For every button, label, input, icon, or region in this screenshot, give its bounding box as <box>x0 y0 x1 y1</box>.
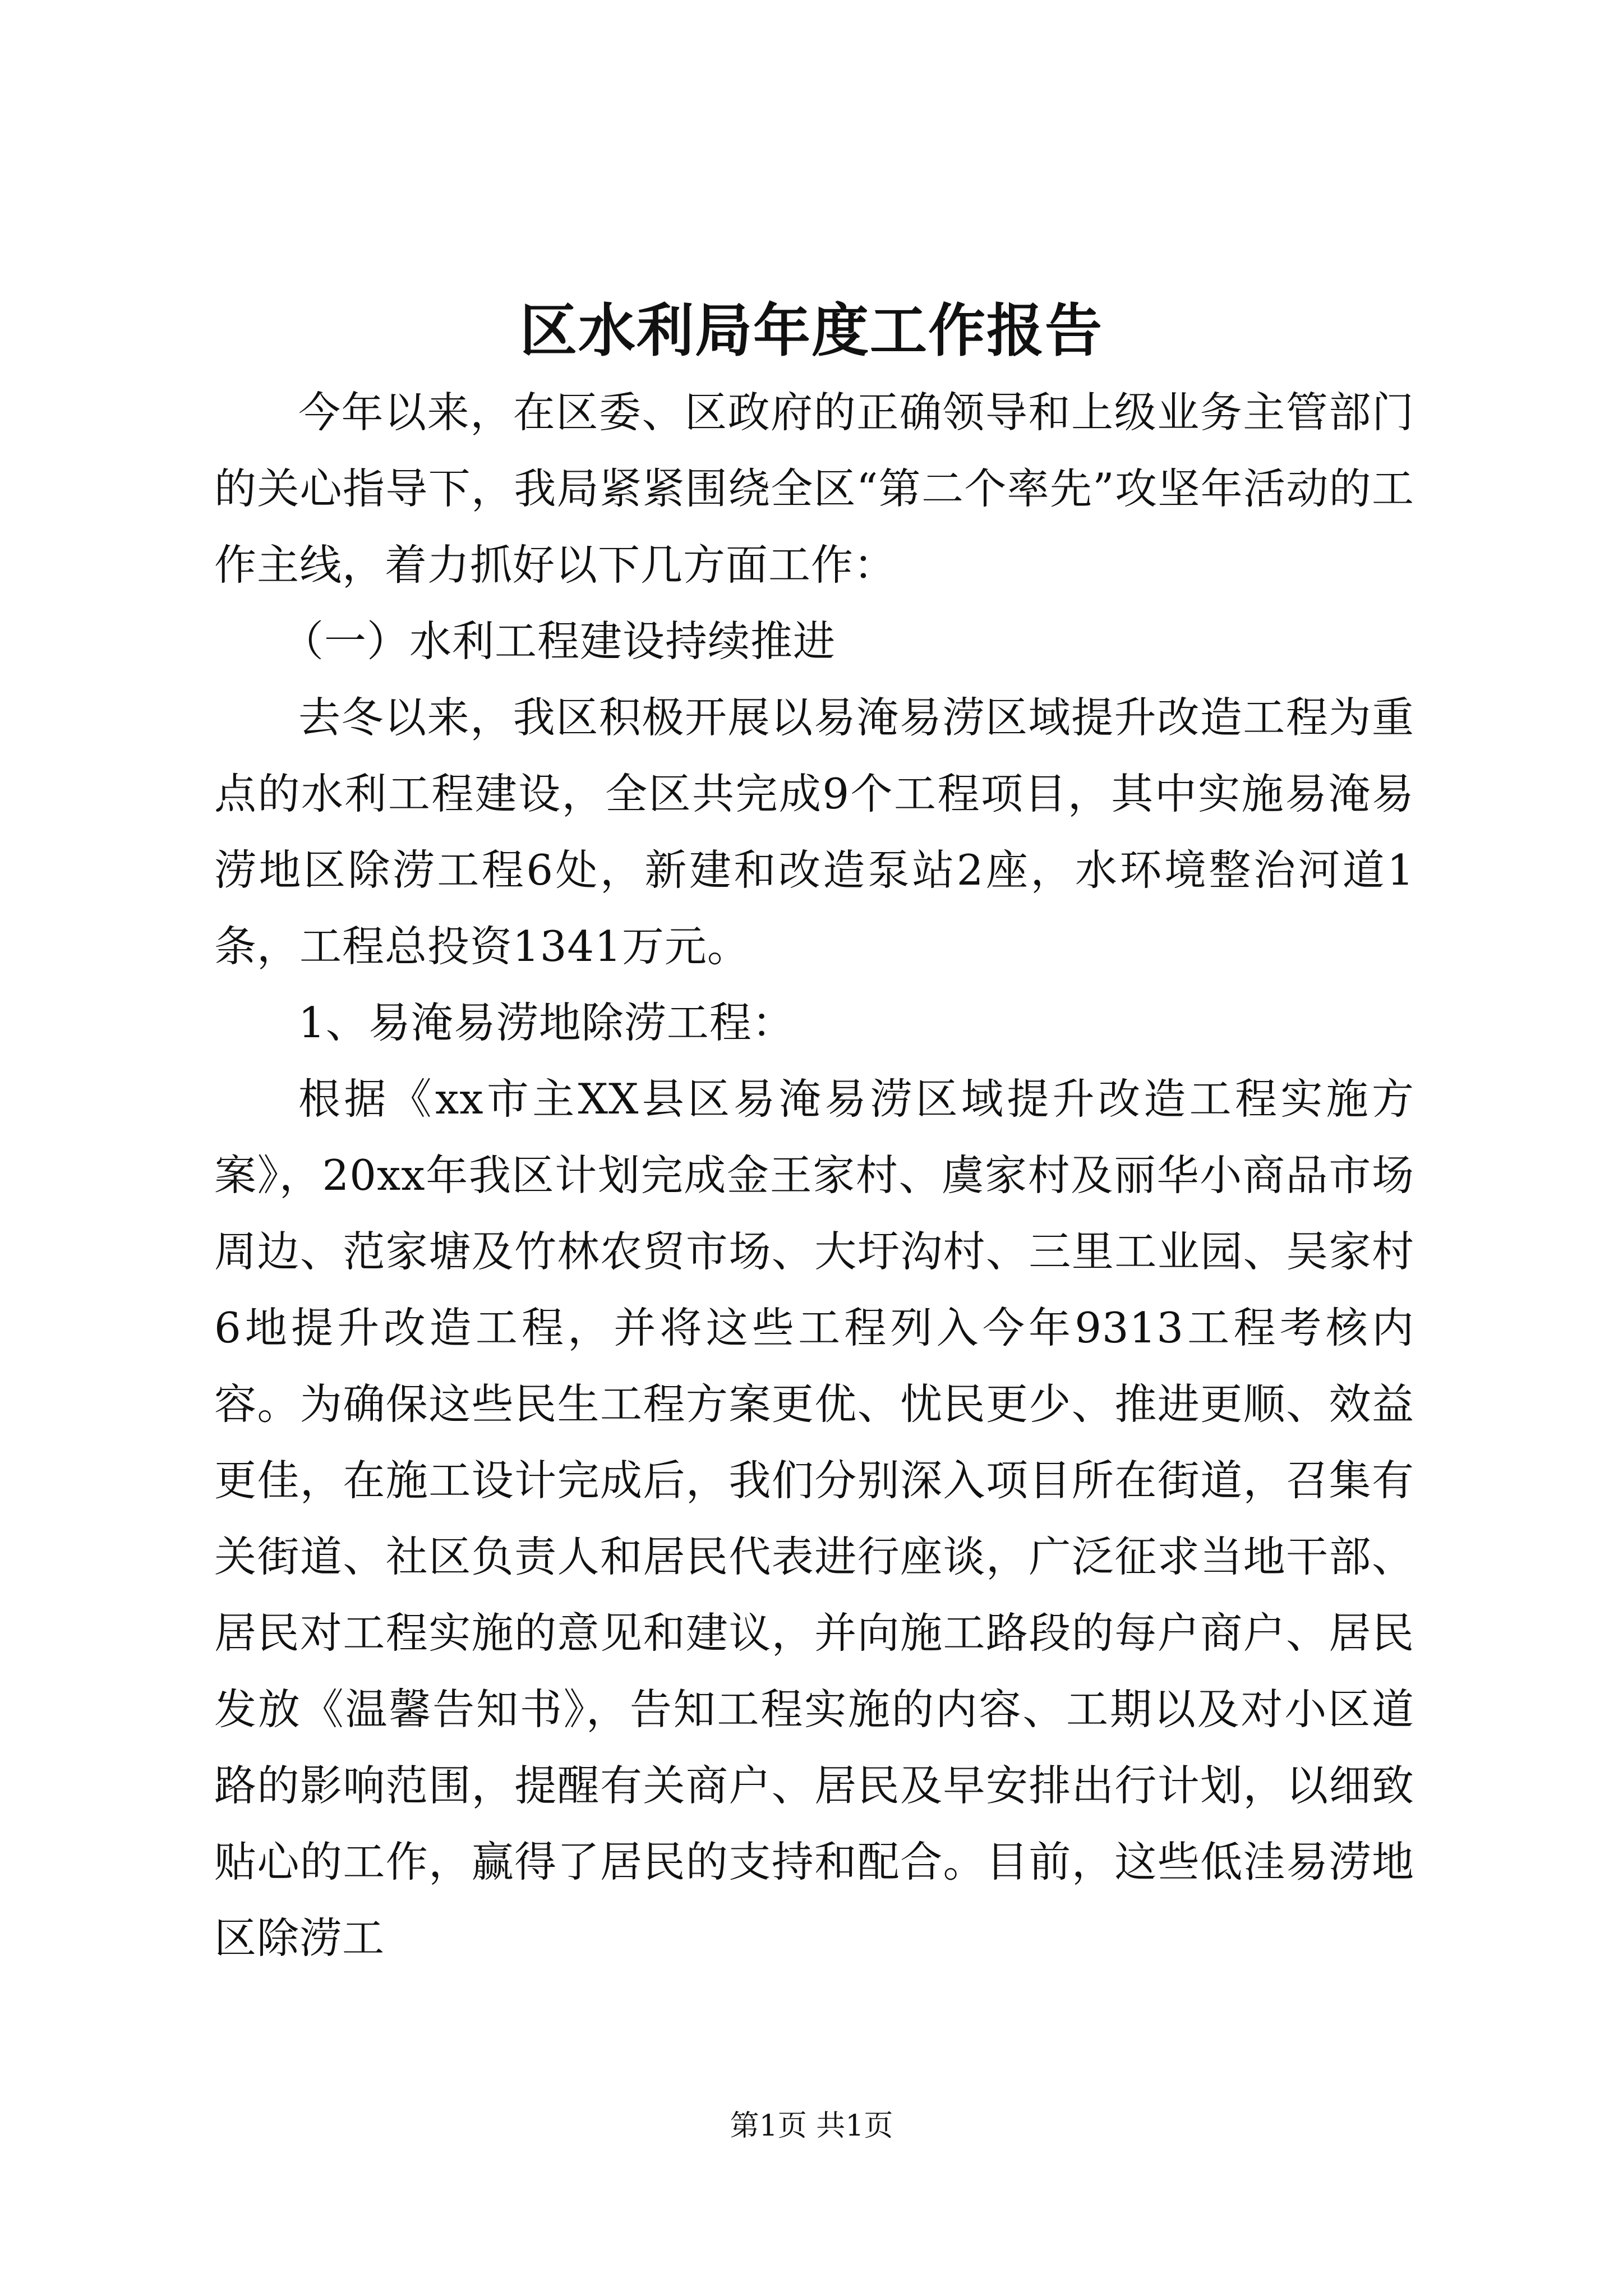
paragraph-overview: 去冬以来，我区积极开展以易淹易涝区域提升改造工程为重点的水利工程建设，全区共完成9个工程项目，其中实施易淹易涝地区除涝工程6处，新建和改造泵站2座，水环境整治河道1条，工程总投资1341万元。 <box>214 693 1414 971</box>
subsection-heading: 1、易淹易涝地除涝工程： <box>298 998 795 1047</box>
section-heading: （一）水利工程建设持续推进 <box>282 616 836 666</box>
page-number-footer: 第1页 共1页 <box>730 2109 893 2143</box>
document-body <box>214 374 1414 1976</box>
paragraph-intro: 今年以来，在区委、区政府的正确领导和上级业务主管部门的关心指导下，我局紧紧围绕全区“第二个率先”攻坚年活动的工作主线，着力抓好以下几方面工作： <box>214 388 1414 590</box>
paragraph-detail: 根据《xx市主XX县区易淹易涝区域提升改造工程实施方案》，20xx年我区计划完成金王家村、虞家村及丽华小商品市场周边、范家塘及竹林农贸市场、大圩沟村、三里工业园、吴家村6地提升改造工程，并将这些工程列入今年9313工程考核内容。为确保这些民生工程方案更优、忧民更少、推进更顺、效益更佳，在施工设计完成后，我们分别深入项目所在街道，召集有关街道、社区负责人和居民代表进行座谈，广泛征求当地干部、居民对工程实施的意见和建议，并向施工路段的每户商户、居民发放《温馨告知书》，告知工程实施的内容、工期以及对小区道路的影响范围，提醒有关商户、居民及早安排出行计划，以细致贴心的工作，赢得了居民的支持和配合。目前，这些低洼易涝地区除涝工 <box>214 1074 1414 1963</box>
document-title: 区水利局年度工作报告 <box>520 297 1103 365</box>
